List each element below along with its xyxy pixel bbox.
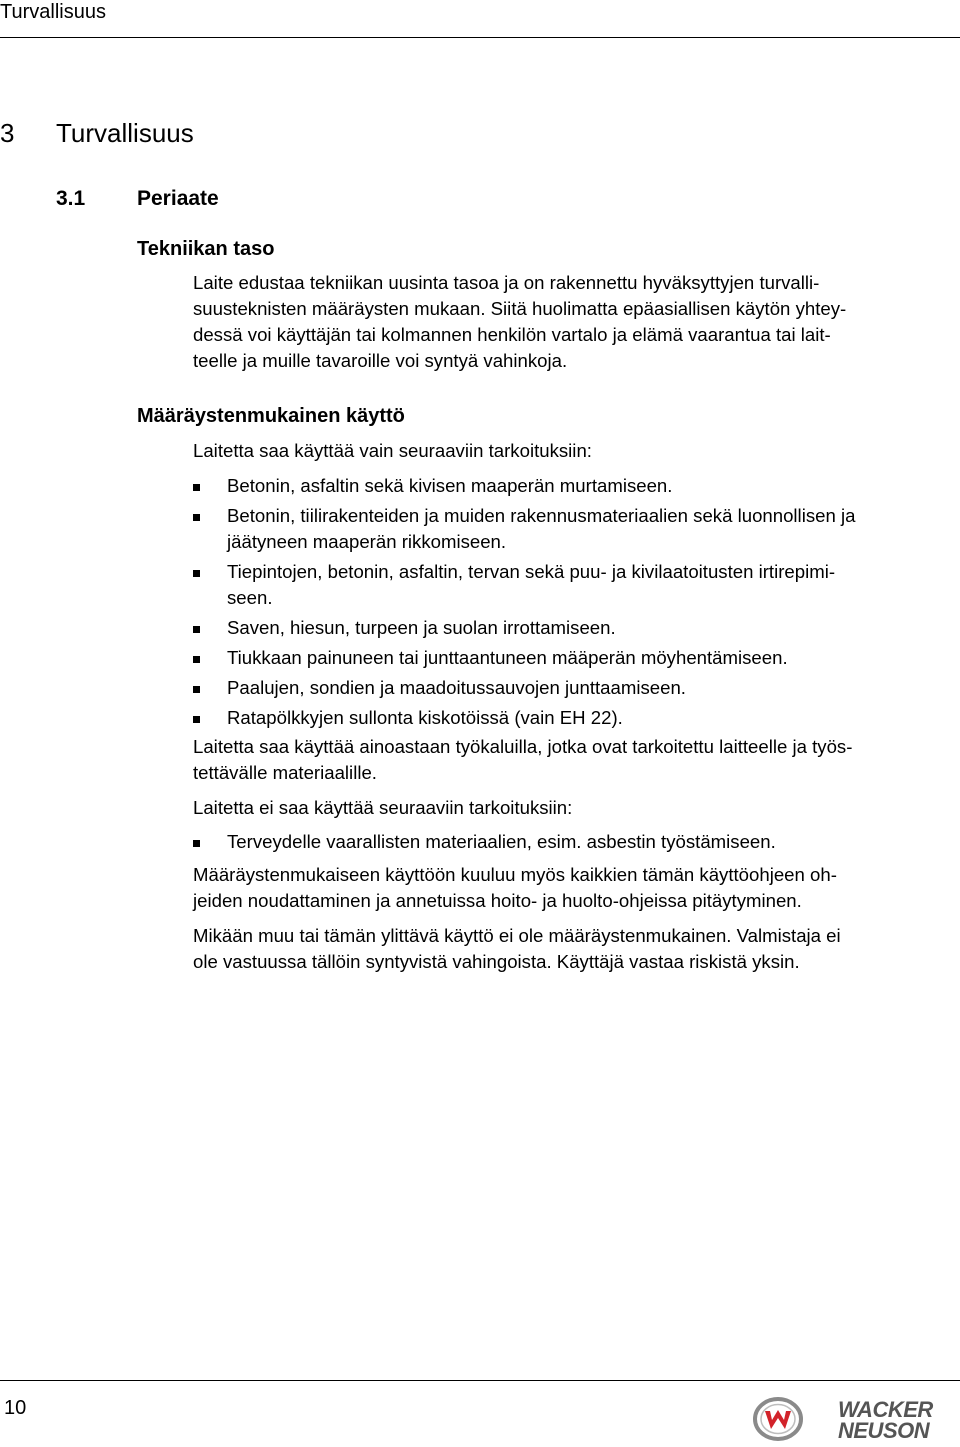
bullet-square-icon bbox=[193, 656, 200, 663]
bullet-square-icon bbox=[193, 626, 200, 633]
list-item-text: Paalujen, sondien ja maadoitussauvojen junttaamiseen. bbox=[227, 677, 686, 698]
subheading-maaraystenmukainen-kaytto: Määräystenmukainen käyttö bbox=[137, 405, 405, 427]
allowed-uses-list bbox=[193, 473, 958, 735]
bullet-square-icon bbox=[193, 514, 200, 521]
list-item-text: Ratapölkkyjen sullonta kiskotöissä (vain EH 22). bbox=[227, 707, 623, 728]
bullet-square-icon bbox=[193, 840, 200, 847]
compliance-note: Määräystenmukaiseen käyttöön kuuluu myös kaikkien tämän käyttöohjeen oh- jeiden noudattaminen ja annetuissa hoito- ja huolto-ohjeissa pitäytyminen. bbox=[193, 864, 837, 911]
tools-note: Laitetta saa käyttää ainoastaan työkaluilla, jotka ovat tarkoitettu laitteelle ja työs- tettävälle materiaalille. bbox=[193, 736, 853, 783]
footer-divider bbox=[0, 1380, 960, 1381]
not-allowed-intro: Laitetta ei saa käyttää seuraaviin tarkoituksiin: bbox=[193, 797, 573, 818]
bullet-square-icon bbox=[193, 686, 200, 693]
list-item-text: Terveydelle vaarallisten materiaalien, esim. asbestin työstämiseen. bbox=[227, 831, 776, 852]
running-header bbox=[0, 0, 960, 38]
not-allowed-list bbox=[193, 829, 958, 859]
bullet-square-icon bbox=[193, 484, 200, 491]
list-item bbox=[193, 615, 958, 641]
brand-name-line2: NEUSON bbox=[838, 1418, 930, 1443]
list-item bbox=[193, 829, 958, 855]
wacker-neuson-logo-icon bbox=[752, 1396, 804, 1442]
section-title-text: Periaate bbox=[137, 187, 219, 210]
list-item-text: Betonin, asfaltin sekä kivisen maaperän murtamiseen. bbox=[227, 475, 673, 496]
list-item-text: Betonin, tiilirakenteiden ja muiden rakennusmateriaalien sekä luonnollisen ja jäätyneen maaperän rikkomiseen. bbox=[227, 505, 856, 552]
running-title: Turvallisuus bbox=[0, 1, 106, 23]
list-item bbox=[193, 503, 958, 555]
list-item bbox=[193, 645, 958, 671]
subheading-tekniikan-taso: Tekniikan taso bbox=[137, 238, 275, 260]
tekniikan-taso-body: Laite edustaa tekniikan uusinta tasoa ja on rakennettu hyväksyttyjen turvalli- suusteknisten määräysten mukaan. Siitä huolimatta epäasiallisen käytön yhtey- dessä voi käyttäjän tai kolmannen henkilön vartalo ja elämä vaarantua tai lait- teelle ja muille tavaroille voi syntyä vahinkoja. bbox=[193, 272, 847, 371]
bullet-square-icon bbox=[193, 716, 200, 723]
list-item bbox=[193, 473, 958, 499]
allowed-uses-intro: Laitetta saa käyttää vain seuraaviin tarkoituksiin: bbox=[193, 440, 592, 461]
brand-logo-text bbox=[838, 1399, 958, 1441]
chapter-number: 3 bbox=[0, 118, 15, 148]
brand-name-line1: WACKER bbox=[838, 1397, 933, 1422]
page-number: 10 bbox=[4, 1397, 27, 1419]
list-item bbox=[193, 559, 958, 611]
list-item-text: Tiukkaan painuneen tai junttaantuneen määperän möyhentämiseen. bbox=[227, 647, 788, 668]
list-item-text: Saven, hiesun, turpeen ja suolan irrottamiseen. bbox=[227, 617, 616, 638]
section-number: 3.1 bbox=[56, 187, 86, 210]
section-title bbox=[56, 186, 219, 212]
list-item bbox=[193, 705, 958, 731]
liability-note: Mikään muu tai tämän ylittävä käyttö ei ole määräystenmukainen. Valmistaja ei ole vastuussa tällöin syntyvistä vahingoista. Käyttäjä vastaa riskistä yksin. bbox=[193, 925, 841, 972]
chapter-title bbox=[0, 116, 194, 150]
list-item bbox=[193, 675, 958, 701]
list-item-text: Tiepintojen, betonin, asfaltin, tervan sekä puu- ja kivilaatoitusten irtirepimi- seen. bbox=[227, 561, 836, 608]
bullet-square-icon bbox=[193, 570, 200, 577]
chapter-title-text: Turvallisuus bbox=[56, 118, 194, 148]
